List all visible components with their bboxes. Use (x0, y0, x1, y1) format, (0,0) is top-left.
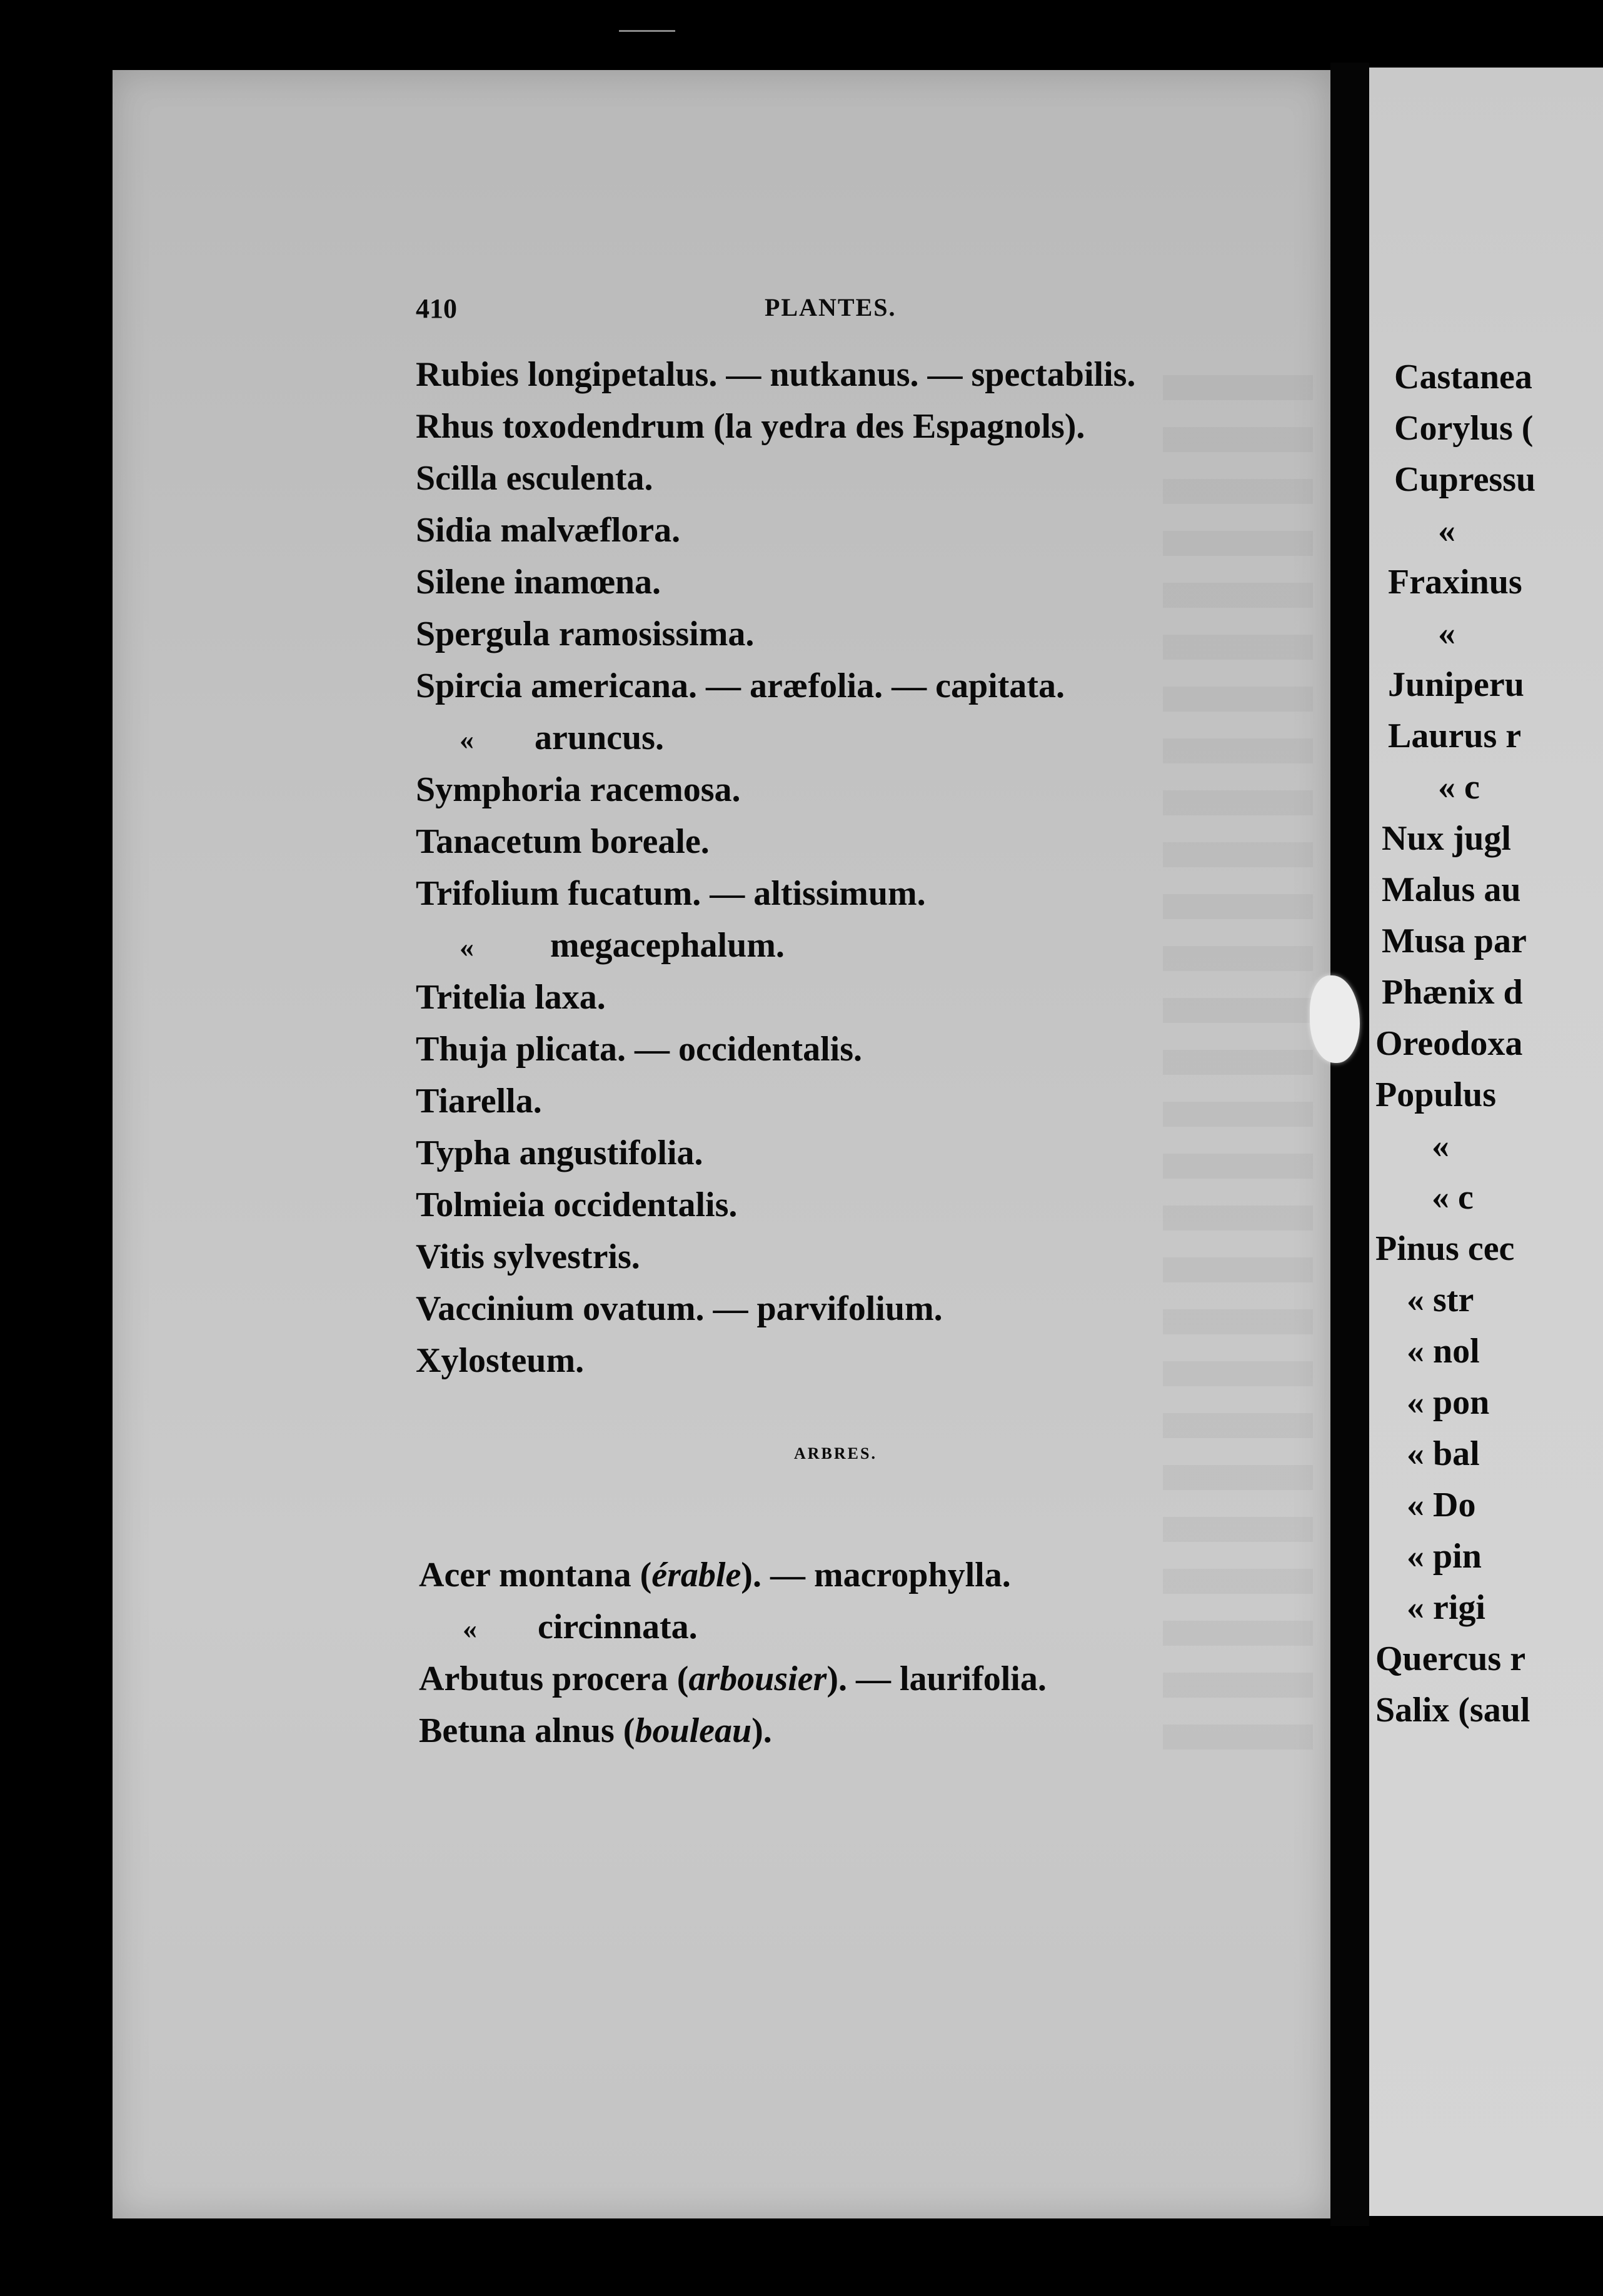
running-head: PLANTES. (765, 293, 897, 321)
tree-list (419, 1549, 1307, 1757)
right-page-line: Oreodoxa (1375, 1024, 1523, 1063)
plant-entry (416, 505, 1304, 556)
plant-entry (416, 1024, 1304, 1075)
tree-entry (419, 1653, 1307, 1705)
plant-entry (416, 1179, 1304, 1231)
plant-entry-text: aruncus. (535, 718, 664, 757)
plant-entry-text: Sidia malvæflora. (416, 511, 681, 550)
right-page-line: Salix (saul (1375, 1691, 1530, 1730)
tree-variants: ). (751, 1711, 772, 1750)
plant-entry-text: Xylosteum. (416, 1341, 585, 1380)
right-page-line: Nux jugl (1382, 819, 1511, 858)
plant-entry (416, 1127, 1304, 1179)
plant-entry-text: Tiarella. (416, 1082, 542, 1120)
ditto-mark: « (460, 723, 474, 755)
plant-entry-text: megacephalum. (550, 926, 785, 965)
right-page-line: « (1438, 511, 1455, 550)
right-page-line: « str (1407, 1281, 1474, 1319)
section-heading-trees: ARBRES. (794, 1444, 877, 1463)
tree-entry (419, 1549, 1307, 1601)
page-header (416, 293, 1291, 330)
tree-name: circinnata. (538, 1608, 698, 1646)
plant-entry-text: Tanacetum boreale. (416, 822, 710, 861)
plant-entry (416, 608, 1304, 660)
tree-name: Arbutus procera ( (419, 1659, 689, 1698)
tree-common-name: arbousier (688, 1659, 827, 1698)
right-page-line: Corylus ( (1394, 409, 1534, 448)
plant-entry-text: Typha angustifolia. (416, 1134, 703, 1172)
tree-variants: ). — macrophylla. (741, 1556, 1011, 1594)
plant-entry (416, 764, 1304, 816)
plant-entry-text: Rubies longipetalus. — nutkanus. — spectabilis. (416, 355, 1136, 394)
right-page-line: Juniperu (1388, 665, 1524, 704)
plant-entry-text: Tolmieia occidentalis. (416, 1186, 738, 1224)
plant-entry-text: Thuja plicata. — occidentalis. (416, 1030, 863, 1069)
right-page-line: « c (1432, 1178, 1474, 1217)
tree-name: Acer montana ( (419, 1556, 652, 1594)
right-page-line: « c (1438, 768, 1480, 807)
right-page-line: « Do (1407, 1486, 1476, 1524)
right-page-line: Pinus cec (1375, 1229, 1515, 1268)
top-edge-mark (619, 30, 675, 32)
right-page-line: Phænix d (1382, 973, 1523, 1012)
right-page-line: Laurus r (1388, 717, 1522, 755)
plant-entry (416, 556, 1304, 608)
plant-entry-text: Spircia americana. — aræfolia. — capitata. (416, 667, 1065, 705)
plant-entry (416, 972, 1304, 1024)
right-page-line: Fraxinus (1388, 563, 1522, 602)
right-page-text (1375, 351, 1603, 1736)
plant-entry (416, 1283, 1304, 1335)
tree-name: Betuna alnus ( (419, 1711, 635, 1750)
right-page-line: « rigi (1407, 1588, 1485, 1627)
right-page-line: « pon (1407, 1383, 1490, 1422)
plant-entry (416, 1075, 1304, 1127)
tree-common-name: bouleau (635, 1711, 752, 1750)
plant-entry-text: Vitis sylvestris. (416, 1237, 640, 1276)
right-page-line: Musa par (1382, 922, 1527, 960)
plant-entry (416, 349, 1304, 401)
plant-entry-text: Tritelia laxa. (416, 978, 606, 1017)
plant-list (416, 349, 1304, 1387)
plant-entry-text: Vaccinium ovatum. — parvifolium. (416, 1289, 943, 1328)
plant-entry-text: Trifolium fucatum. — altissimum. (416, 874, 926, 913)
plant-entry (416, 816, 1304, 868)
page-number: 410 (416, 293, 457, 324)
right-page-line: Quercus r (1375, 1639, 1526, 1678)
plant-entry (416, 660, 1304, 712)
plant-entry-text: Silene inamœna. (416, 563, 661, 602)
right-page-line: « (1432, 1127, 1449, 1166)
tree-entry (419, 1705, 1307, 1757)
plant-entry-text: Symphoria racemosa. (416, 770, 741, 809)
plant-entry (416, 868, 1304, 920)
right-page-line: « nol (1407, 1332, 1480, 1371)
plant-entry-text: Rhus toxodendrum (la yedra des Espagnols). (416, 407, 1085, 446)
tree-entry (419, 1601, 1307, 1653)
right-page-line: Castanea (1394, 358, 1532, 396)
ditto-mark: « (463, 1613, 477, 1644)
plant-entry-text: Scilla esculenta. (416, 459, 653, 498)
right-page-line: Populus (1375, 1075, 1496, 1114)
right-page-line: Malus au (1382, 870, 1521, 909)
tree-common-name: érable (651, 1556, 741, 1594)
plant-entry (416, 920, 1304, 972)
plant-entry-text: Spergula ramosissima. (416, 615, 755, 653)
ditto-mark: « (460, 931, 474, 963)
plant-entry (416, 1335, 1304, 1387)
plant-entry (416, 401, 1304, 453)
right-page-line: Cupressu (1394, 460, 1536, 499)
right-page-line: « bal (1407, 1434, 1480, 1473)
plant-entry (416, 453, 1304, 505)
right-page-line: « (1438, 614, 1455, 653)
plant-entry (416, 1231, 1304, 1283)
right-page-line: « pin (1407, 1537, 1482, 1576)
tree-variants: ). — laurifolia. (827, 1659, 1047, 1698)
plant-entry (416, 712, 1304, 764)
book-gutter (1330, 63, 1369, 2226)
